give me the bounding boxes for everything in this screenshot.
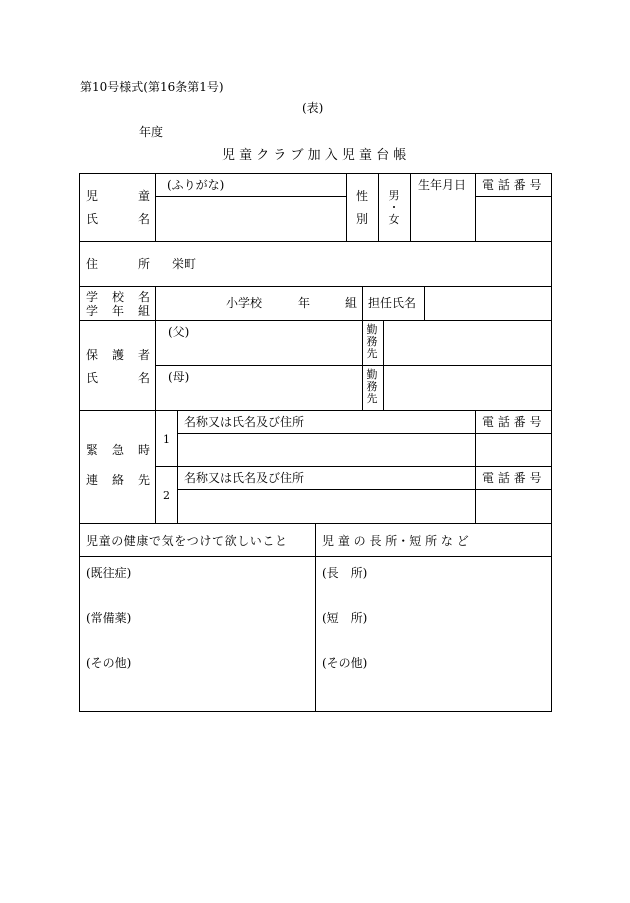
sex-option-female: 女 (388, 212, 400, 226)
page-title: 児 童 ク ラ ブ 加 入 児 童 台 帳 (222, 148, 407, 163)
health-item-history: (既往症) (86, 566, 132, 580)
furigana-label: (ふりがな) (167, 178, 225, 192)
father-label: (父) (168, 325, 190, 339)
workplace-char2: 務 (366, 379, 378, 393)
workplace-char2: 務 (366, 334, 378, 348)
child-phone-label: 電 話 番 号 (482, 178, 542, 192)
guardian-label-char3: 者 (138, 348, 151, 362)
school-suffix: 小学校 (226, 296, 263, 310)
emergency-label-char3: 時 (138, 443, 151, 457)
contact-number-1: 1 (163, 433, 170, 446)
traits-header: 児 童 の 長 所・短 所 な ど (322, 534, 469, 548)
address-value: 栄町 (172, 257, 197, 271)
address-label-char2: 所 (138, 257, 151, 271)
contact-2-phone-label: 電 話 番 号 (482, 471, 542, 485)
contact-1-phone-label: 電 話 番 号 (482, 415, 542, 429)
traits-item-strengths: (長 所) (322, 566, 368, 580)
emergency-label-char2: 急 (112, 443, 125, 457)
side-label: (表) (302, 101, 324, 115)
contact-label-char1: 連 (86, 473, 99, 487)
health-header: 児童の健康で気をつけて欲しいこと (86, 534, 288, 548)
sex-option-separator: ・ (388, 200, 400, 214)
guardian-name-char2: 名 (138, 371, 151, 385)
contact-2-name-label: 名称又は氏名及び住所 (184, 471, 305, 485)
sex-label-char1: 性 (356, 189, 369, 203)
grade-suffix: 年 (298, 296, 311, 310)
traits-item-weaknesses: (短 所) (322, 611, 368, 625)
emergency-label-char1: 緊 (86, 443, 99, 457)
address-label-char1: 住 (86, 257, 99, 271)
sex-label-char2: 別 (356, 212, 369, 226)
child-label-char1: 児 (86, 189, 99, 203)
guardian-name-char1: 氏 (86, 371, 99, 385)
school-label-char3: 名 (138, 290, 151, 304)
birthdate-label: 生年月日 (418, 178, 467, 192)
traits-item-other: (その他) (322, 656, 368, 670)
workplace-char3: 先 (366, 391, 378, 405)
form-number: 第10号様式(第16条第1号) (80, 80, 224, 94)
grade-label-char2: 年 (112, 304, 125, 318)
contact-1-name-label: 名称又は氏名及び住所 (184, 415, 305, 429)
school-label-char1: 学 (86, 290, 99, 304)
grade-label-char3: 組 (138, 304, 151, 318)
child-label-char2: 童 (138, 189, 151, 203)
teacher-label: 担任氏名 (368, 296, 417, 310)
father-workplace-label (366, 324, 378, 360)
grade-label-char1: 学 (86, 304, 99, 318)
health-item-medication: (常備薬) (86, 611, 132, 625)
name-label-char2: 名 (138, 212, 151, 226)
contact-number-2: 2 (163, 489, 170, 502)
school-label-char2: 校 (112, 290, 125, 304)
workplace-char1: 勤 (366, 323, 378, 336)
mother-label: (母) (168, 370, 190, 384)
contact-label-char3: 先 (138, 473, 151, 487)
guardian-label-char2: 護 (112, 348, 125, 362)
workplace-char3: 先 (366, 346, 378, 360)
health-item-other: (その他) (86, 656, 132, 670)
fiscal-year-label: 年度 (139, 125, 164, 139)
class-suffix: 組 (345, 296, 358, 310)
contact-label-char2: 絡 (112, 473, 125, 487)
workplace-char1: 勤 (366, 368, 378, 381)
guardian-label-char1: 保 (86, 348, 99, 362)
mother-workplace-label (366, 369, 378, 405)
name-label-char1: 氏 (86, 212, 99, 226)
sex-options (388, 190, 400, 226)
sex-option-male: 男 (388, 189, 400, 202)
